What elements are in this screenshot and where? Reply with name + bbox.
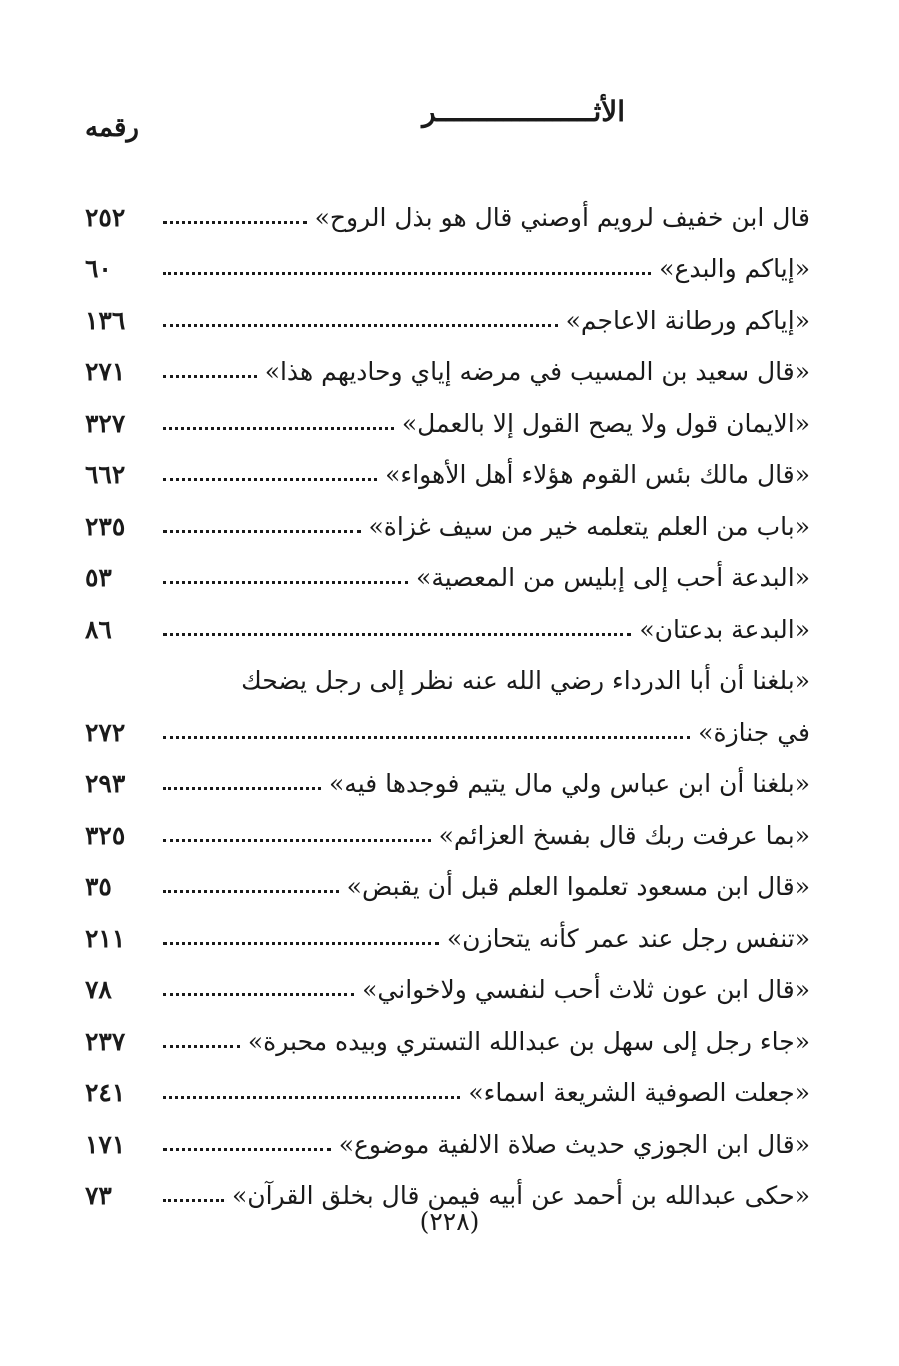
entry-text: «قال سعيد بن المسيب في مرضه إياي وحاديهم هذا»	[264, 357, 810, 386]
index-entry	[85, 600, 810, 652]
dot-leader	[163, 426, 394, 430]
dot-leader	[163, 529, 361, 533]
entry-number: ٥٣	[85, 563, 112, 592]
entry-number: ٢٤١	[85, 1078, 126, 1107]
dot-leader	[163, 838, 431, 842]
index-entry	[85, 188, 810, 240]
dot-leader	[163, 220, 307, 224]
index-list	[85, 188, 810, 1218]
index-entry	[85, 394, 810, 446]
dot-leader	[163, 735, 690, 739]
entry-number: ١٣٦	[85, 305, 126, 335]
entry-text: «حكى عبدالله بن أحمد عن أبيه فيمن قال بخلق القرآن»	[231, 1181, 810, 1210]
dot-leader	[163, 632, 631, 636]
dot-leader	[163, 1095, 460, 1099]
dot-leader	[163, 271, 651, 275]
entry-number: ٢٣٧	[85, 1026, 126, 1056]
index-entry	[85, 497, 810, 549]
entry-text: «قال ابن عون ثلاث أحب لنفسي ولاخواني»	[362, 975, 810, 1004]
page-header	[85, 95, 810, 145]
entry-text: «بما عرفت ربك قال بفسخ العزائم»	[438, 820, 810, 850]
index-entry	[85, 858, 810, 910]
dot-leader	[163, 941, 439, 945]
entry-number: ٦٦٢	[85, 460, 126, 489]
entry-text: «قال ابن مسعود تعلموا العلم قبل أن يقبض»	[346, 872, 810, 901]
dot-leader	[163, 323, 558, 327]
index-entry	[85, 1115, 810, 1167]
entry-number: ١٧١	[85, 1129, 126, 1159]
index-entry	[155, 652, 810, 704]
entry-text: «البدعة أحب إلى إبليس من المعصية»	[416, 563, 810, 592]
entry-number: ٢٥٢	[85, 202, 126, 232]
page-number: (٢٢٨)	[419, 1207, 480, 1236]
entry-number: ٣٥	[85, 872, 112, 901]
entry-number: ٧٨	[85, 975, 112, 1004]
dot-leader	[163, 786, 321, 790]
index-entry	[85, 240, 810, 292]
index-entry	[85, 1064, 810, 1116]
dot-leader	[163, 1198, 224, 1202]
entry-text: «إياكم والبدع»	[659, 254, 810, 283]
entry-number: ٨٦	[85, 614, 112, 644]
entry-text: في جنازة»	[698, 717, 810, 747]
entry-text: «باب من العلم يتعلمه خير من سيف غزاة»	[368, 511, 810, 541]
entry-text: «الايمان قول ولا يصح القول إلا بالعمل»	[401, 408, 810, 438]
entry-number: ٧٣	[85, 1181, 112, 1210]
dot-leader	[163, 580, 408, 584]
index-entry	[85, 343, 810, 395]
index-entry	[85, 549, 810, 601]
entry-number: ٦٠	[85, 254, 112, 283]
index-entry	[85, 703, 810, 755]
dot-leader	[163, 374, 257, 378]
entry-text: «إياكم ورطانة الاعاجم»	[565, 305, 810, 335]
dot-leader	[163, 992, 354, 996]
entry-number: ٢٧١	[85, 357, 126, 386]
entry-number: ٢٩٣	[85, 769, 126, 798]
entry-text: قال ابن خفيف لرويم أوصني قال هو بذل الروح»	[314, 202, 810, 232]
entry-number: ٢٣٥	[85, 511, 126, 541]
entry-text: «البدعة بدعتان»	[639, 614, 810, 644]
entry-text: «تنفس رجل عند عمر كأنه يتحازن»	[446, 923, 810, 953]
entry-text: «بلغنا أن ابن عباس ولي مال يتيم فوجدها فيه»	[329, 769, 810, 798]
index-entry	[85, 1012, 810, 1064]
entry-text: «جاء رجل إلى سهل بن عبدالله التستري وبيده محبرة»	[247, 1026, 810, 1056]
entry-number: ٣٢٥	[85, 820, 126, 850]
column-title-athar: الأثـــــــــــــــــــر	[422, 95, 625, 128]
index-entry	[85, 961, 810, 1013]
index-entry	[85, 446, 810, 498]
index-entry	[85, 755, 810, 807]
index-entry	[85, 291, 810, 343]
entry-text: «بلغنا أن أبا الدرداء رضي الله عنه نظر إلى رجل يضحك	[241, 666, 810, 695]
index-entry	[85, 806, 810, 858]
entry-text: «قال مالك بئس القوم هؤلاء أهل الأهواء»	[385, 460, 810, 489]
column-title-number: رقمه	[85, 113, 139, 143]
dot-leader	[163, 1147, 331, 1151]
dot-leader	[163, 477, 377, 481]
entry-number: ٢١١	[85, 923, 126, 953]
entry-text: «قال ابن الجوزي حديث صلاة الالفية موضوع»	[338, 1129, 810, 1159]
dot-leader	[163, 1044, 240, 1048]
entry-number: ٣٢٧	[85, 408, 126, 438]
index-entry	[85, 909, 810, 961]
dot-leader	[163, 889, 339, 893]
entry-number: ٢٧٢	[85, 717, 126, 747]
entry-text: «جعلت الصوفية الشريعة اسماء»	[468, 1078, 810, 1107]
